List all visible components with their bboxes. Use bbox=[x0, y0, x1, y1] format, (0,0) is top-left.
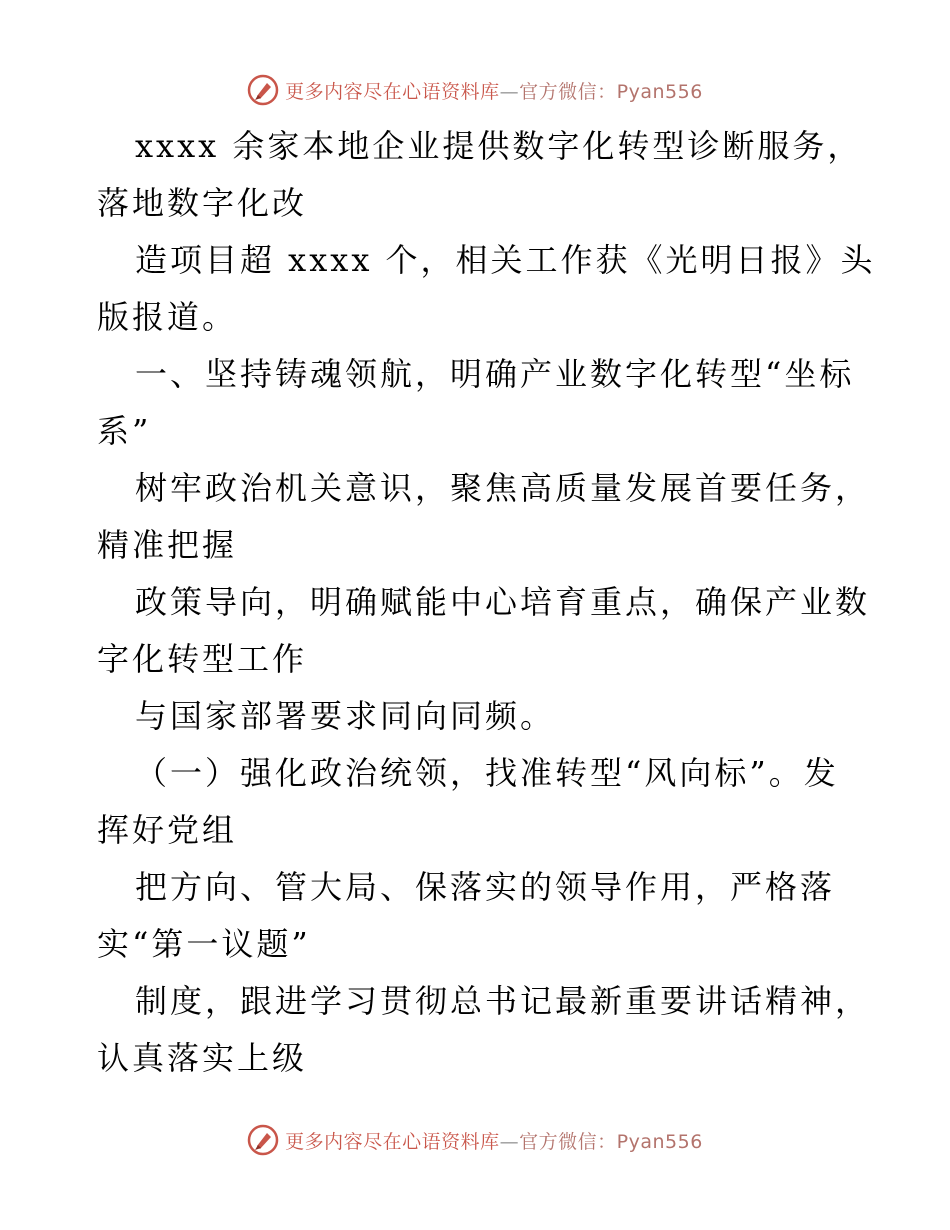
watermark-group bbox=[247, 1124, 703, 1156]
watermark-text bbox=[285, 77, 703, 104]
body-line: 精准把握 bbox=[97, 526, 238, 564]
watermark-separator: — bbox=[499, 1130, 520, 1153]
body-line: 认真落实上级 bbox=[97, 1039, 308, 1077]
subsection-heading-line: （一）强化政治统领，找准转型“风向标”。发 bbox=[135, 754, 839, 792]
watermark-group bbox=[247, 74, 703, 106]
body-line: 与国家部署要求同向同频。 bbox=[135, 697, 556, 735]
body-line: 树牢政治机关意识，聚焦高质量发展首要任务， bbox=[135, 469, 871, 507]
body-line: 实“第一议题” bbox=[97, 925, 311, 963]
body-line: 把方向、管大局、保落实的领导作用，严格落 bbox=[135, 868, 836, 906]
watermark-contact-text: 官方微信：Pyan556 bbox=[519, 1130, 703, 1153]
watermark-main-text: 更多内容尽在心语资料库 bbox=[285, 80, 500, 103]
header-watermark bbox=[0, 70, 950, 110]
watermark-contact-text: 官方微信：Pyan556 bbox=[519, 80, 703, 103]
body-line: 造项目超 xxxx 个，相关工作获《光明日报》头 bbox=[135, 241, 876, 279]
body-line: 版报道。 bbox=[97, 298, 238, 336]
footer-watermark bbox=[0, 1120, 950, 1160]
watermark-main-text: 更多内容尽在心语资料库 bbox=[285, 1130, 500, 1153]
body-line: 制度，跟进学习贯彻总书记最新重要讲话精神， bbox=[135, 982, 871, 1020]
body-line: 挥好党组 bbox=[97, 811, 238, 849]
body-line: 政策导向，明确赋能中心培育重点，确保产业数 bbox=[135, 583, 871, 621]
pen-nib-icon bbox=[247, 74, 279, 106]
watermark-text bbox=[285, 1127, 703, 1154]
document-body bbox=[97, 118, 876, 1087]
pen-nib-icon bbox=[247, 1124, 279, 1156]
body-line: xxxx 余家本地企业提供数字化转型诊断服务， bbox=[135, 127, 863, 165]
section-heading-line: 系” bbox=[97, 412, 152, 450]
section-heading-line: 一、坚持铸魂领航，明确产业数字化转型“坐标 bbox=[135, 355, 855, 393]
watermark-separator: — bbox=[499, 80, 520, 103]
body-line: 落地数字化改 bbox=[97, 184, 308, 222]
body-line: 字化转型工作 bbox=[97, 640, 308, 678]
